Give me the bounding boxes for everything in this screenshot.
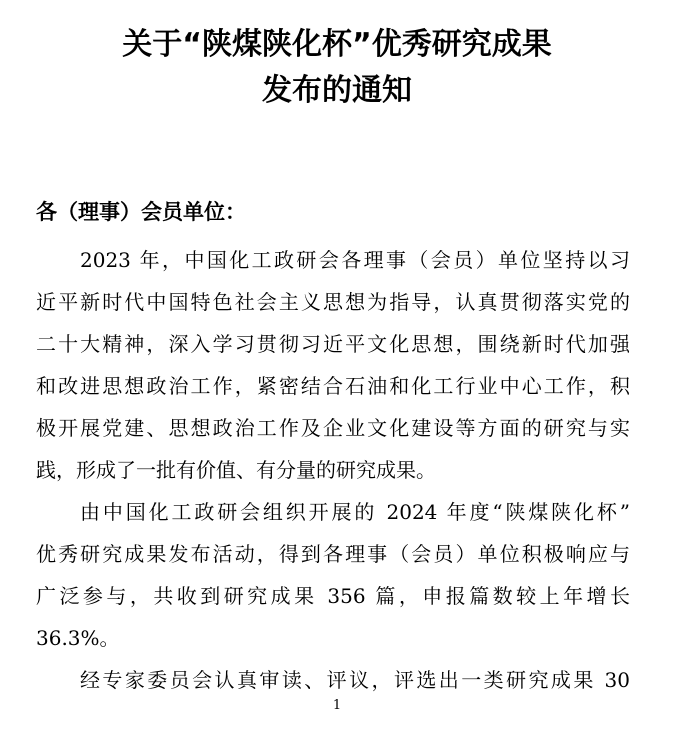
paragraph-1-line-1: 2023 年，中国化工政研会各理事（会员）单位坚持以习	[80, 248, 630, 272]
paragraph-2-line-1: 由中国化工政研会组织开展的 2024 年度“陕煤陕化杯”	[80, 500, 630, 524]
paragraph-2-line-4: 36.3%。	[36, 626, 120, 650]
paragraph-2-line-3: 广泛参与，共收到研究成果 356 篇，申报篇数较上年增长	[36, 584, 630, 608]
paragraph-1-line-2: 近平新时代中国特色社会主义思想为指导，认真贯彻落实党的	[36, 290, 630, 314]
paragraph-1-line-5: 极开展党建、思想政治工作及企业文化建设等方面的研究与实	[36, 416, 630, 440]
salutation: 各（理事）会员单位：	[36, 200, 246, 224]
document-title-line-2: 发布的通知	[262, 73, 412, 108]
document-title-line-1: 关于“陕煤陕化杯”优秀研究成果	[122, 27, 552, 62]
page-number: 1	[332, 698, 342, 713]
paragraph-3-line-1: 经专家委员会认真审读、评议，评选出一类研究成果 30	[80, 668, 630, 692]
paragraph-2-line-2: 优秀研究成果发布活动，得到各理事（会员）单位积极响应与	[36, 542, 630, 566]
paragraph-1-line-6: 践，形成了一批有价值、有分量的研究成果。	[36, 458, 436, 482]
paragraph-1-line-3: 二十大精神，深入学习贯彻习近平文化思想，围绕新时代加强	[36, 332, 630, 356]
paragraph-1-line-4: 和改进思想政治工作，紧密结合石油和化工行业中心工作，积	[36, 374, 630, 398]
